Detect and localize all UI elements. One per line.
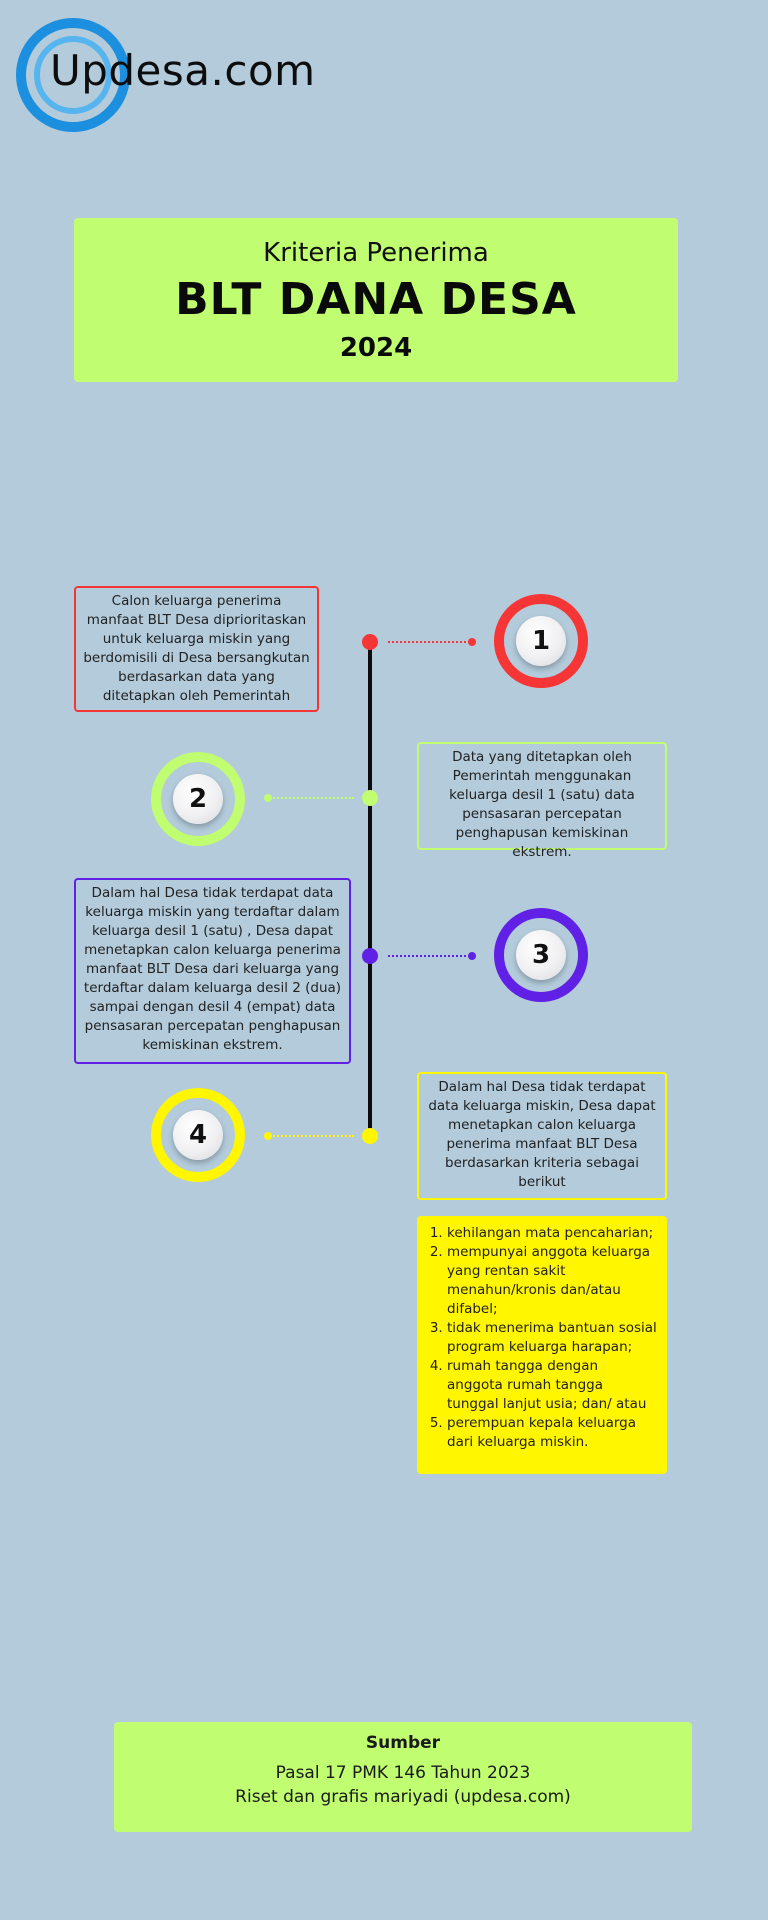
step-2-number: 2	[173, 774, 223, 824]
source-heading: Sumber	[365, 1733, 441, 1753]
title-card	[74, 218, 678, 382]
title-year: 2024	[339, 333, 413, 363]
step-3-number: 3	[516, 930, 566, 980]
step-4-text-box: Dalam hal Desa tidak terdapat data keluarga miskin, Desa dapat menetapkan calon keluarga penerima manfaat BLT Desa berdasarkan kriteria sebagai berikut	[417, 1072, 667, 1200]
step-1-number: 1	[516, 616, 566, 666]
source-line-1: Pasal 17 PMK 146 Tahun 2023	[275, 1763, 531, 1783]
connector-end-dot-4	[264, 1132, 272, 1140]
title-subtitle: Kriteria Penerima	[263, 238, 489, 268]
criteria-item: 2. mempunyai anggota keluarga yang rentan sakit menahun/kronis dan/atau difabel;	[447, 1243, 657, 1319]
criteria-item: 5. perempuan kepala keluarga dari keluarga miskin.	[447, 1414, 657, 1452]
logo-text: Updesa.com	[50, 46, 316, 95]
criteria-item: 4. rumah tangga dengan anggota rumah tangga tunggal lanjut usia; dan/ atau	[447, 1357, 657, 1414]
step-2-badge	[151, 752, 245, 846]
timeline-dot-4	[362, 1128, 378, 1144]
step-4-number: 4	[173, 1110, 223, 1160]
criteria-list-box	[417, 1216, 667, 1474]
timeline-dot-1	[362, 634, 378, 650]
criteria-item: 1. kehilangan mata pencaharian;	[447, 1224, 657, 1243]
step-1-text-box: Calon keluarga penerima manfaat BLT Desa diprioritaskan untuk keluarga miskin yang berdomisili di Desa bersangkutan berdasarkan data yang ditetapkan oleh Pemerintah	[74, 586, 319, 712]
connector-end-dot-2	[264, 794, 272, 802]
source-line-2: Riset dan grafis mariyadi (updesa.com)	[235, 1787, 571, 1807]
timeline-line	[368, 640, 372, 1134]
step-3-badge	[494, 908, 588, 1002]
timeline-connector-4	[270, 1135, 354, 1137]
timeline-connector-1	[388, 641, 470, 643]
timeline-dot-3	[362, 948, 378, 964]
step-3-text-box: Dalam hal Desa tidak terdapat data keluarga miskin yang terdaftar dalam keluarga desil 1 (satu) , Desa dapat menetapkan calon keluarga penerima manfaat BLT Desa dari keluarga yang terdaftar dalam keluarga desil 2 (dua) sampai dengan desil 4 (empat) data pensasaran percepatan penghapusan kemiskinan ekstrem.	[74, 878, 351, 1064]
step-4-badge	[151, 1088, 245, 1182]
step-2-text-box: Data yang ditetapkan oleh Pemerintah menggunakan keluarga desil 1 (satu) data pensasaran percepatan penghapusan kemiskinan ekstrem.	[417, 742, 667, 850]
connector-end-dot-3	[468, 952, 476, 960]
step-1-badge	[494, 594, 588, 688]
title-main: BLT DANA DESA	[175, 274, 577, 325]
criteria-item: 3. tidak menerima bantuan sosial program keluarga harapan;	[447, 1319, 657, 1357]
timeline-connector-2	[270, 797, 354, 799]
timeline-dot-2	[362, 790, 378, 806]
source-card	[114, 1722, 692, 1832]
criteria-list	[429, 1224, 657, 1452]
timeline-connector-3	[388, 955, 470, 957]
connector-end-dot-1	[468, 638, 476, 646]
